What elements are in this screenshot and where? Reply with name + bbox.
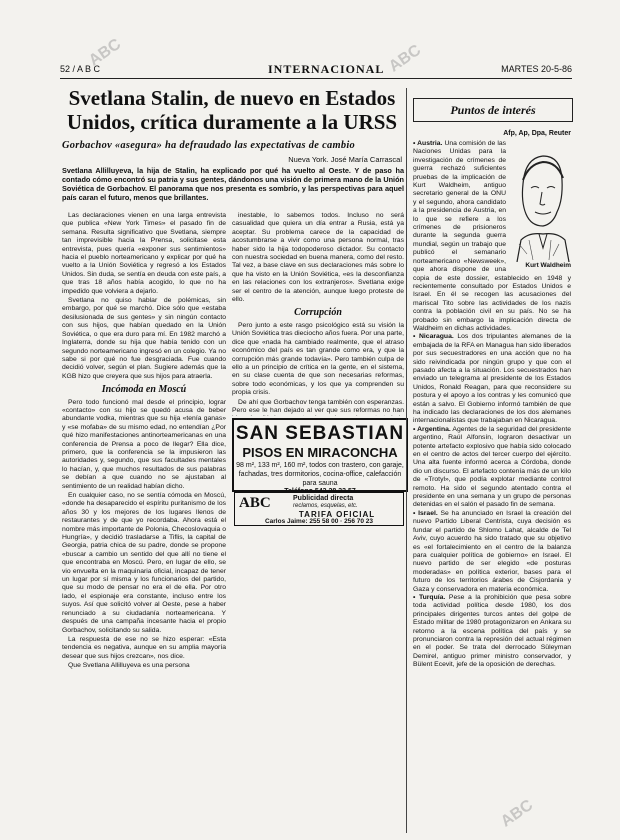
sidebar-text: Pese a la prohibición que pesa sobre toda actividad política desde 1980, los dos principales dirigentes turcos antes del golpe de Estado militar de 1980 protagonizaron en Ankara su retorno a la escena política del país y se pronunciaron contra la represión del actual régimen en el poder. Se trata del derrocado Süleyman Demirel, antiguo primer ministro conservador, y Bülent Ecevit, jefe de la oposición de derechas. [413,593,571,669]
sidebar-column [413,140,571,840]
sidebar-item [413,426,571,510]
paragraph: De ahí que Gorbachov tenga también con esperanzas. Pero ese le han dejado al ver que sus reformas no han [232,398,404,414]
column-divider [406,88,407,833]
watermark: ABC [497,796,537,831]
sidebar-text: Agentes de la seguridad del presidente argentino, Raúl Alfonsín, lograron desactivar un potente artefacto explosivo que había sido colocado en el centro de actos del tercer cuerpo del ejército. Una alta fuente informó acerca a Córdoba, donde dio un discurso. El artefacto contenía más de un kilo de «Trotyl», que podía explotar mediante control remoto. Ha sido el segundo atentado contra el presidente en una semana y un grupo de personas detenidas en el salón el pasado fin de semana. [413,425,571,509]
ad-title: SAN SEBASTIAN [235,423,405,444]
article-headline: Svetlana Stalin, de nuevo en Estados Unidos, crítica duramente a la URSS [66,86,398,134]
sidebar-item [413,510,571,594]
realestate-ad[interactable] [232,418,408,495]
article-column-1 [62,212,226,840]
paragraph: La respuesta de ese no se hizo esperar: «Esta tendencia es negativa, aunque en su amplia mayoría desear que sus hijos crezcan», nos dice. [62,635,226,660]
sidebar-agencies: Afp, Ap, Dpa, Reuter [503,130,571,137]
paragraph: Las declaraciones vienen en una larga entrevista que publica «New York Times» el pasado fin de semana. Resulta significativo que Svetlana, siempre tan imprevisible hacia la Prensa, solicitase esta entrevista, pues quería «exponer sus sentimientos» hacia el pueblo norteamericano y explicar por qué ha vuelto a la Unión Soviética y regresó a los Estados Unidos. Sin duda, se sentía en deuda con este país, a que tras 18 años había acogido, lo que no ha impedido que volviera a dejarlo. [62,212,226,295]
paragraph: Que Svetlana Allilluyeva es una persona [68,662,190,670]
ad-phone: Teléfono 543 28 33 57 [284,488,356,495]
sidebar-country: • Argentina. [413,425,451,433]
sidebar-text: Se ha anunciado en Israel la creación del nuevo Partido Liberal Centrista, cuya decisión es fundar el partido de Shlomo Lahat, alcalde de Tel Aviv, cuyo acuerdo ha sido tratado que su objetivo es «el fortalecimiento en el centro de la balanza para cualquier política de gobierno» en Israel. El nuevo partido de ser elegido «de posturas moderadas» en política exterior, bases para el futuro de los territorios árabes de Cisjordania y Gaza y conservadora en materia económica. [413,509,571,593]
watermark: ABC [85,35,125,70]
paragraph: Pero todo funcionó mal desde el principio, lograr «contacto» con su hijo se quedó acusa de beber abundante vodka, mientras que su hija «tenía ganas» y «se mofaba» de su mismo edad, no entendían ¿Por qué hizo manifestaciones antinorteamericanas en una conferencia de Prensa a poco de llegar? Ella dice, primero, que la conferencia se la impusieron las autoridades y, segundo, que sus facultades mentales lo hacían, y, que muchos resultados de sus palabras se debían a que cuando no se ajustaban al sentimiento de un realidad habían dicho. [62,398,226,490]
ad-line: reclamos, esquelas, etc. [293,503,358,509]
article-byline: Nueva York. José María Carrascal [288,155,402,164]
sidebar-country: • Nicaragua. [413,333,454,341]
sidebar-text: Los dos tripulantes alemanes de la embajada de la RFA en Managua han sido liberados por sus secuestradores en una acción que no ha sido reivindicada por ningún grupo y que con el pasado afecta a la situación. Los secuestrados han enviado un telegrama al presidente de los Estados Unidos, Ronald Reagan, para que reconsidere su postura y el apoyo a los contras y les comunicó que están a salvo. El Gobierno informó también de que ha indicado las declaraciones de los dos alemanes internacionalistas que trabajaban en Nicaragua. [413,333,571,425]
sidebar-country: • Turquía. [413,593,446,601]
ad-subtitle: PISOS EN MIRACONCHA [242,445,398,460]
subsection-heading: Corrupción [294,307,342,319]
sidebar-text: Una comisión de las Naciones Unidas para la investigación de crímenes de guerra rechazó suficientes pruebas de la implicación de Kurt Waldheim, antiguo secretario general de la ONU y el segundo, ahora candidato a la presidencia de Austria, en lo que se refiere a los crímenes de prisioneros durante la segunda guerra mundial, según un trabajo que publicó el semanario norteamericano «Newsweek», que ahora dispone de una copia de este dossier, establecido en 1948 y recientemente consultado por Estados Unidos e Israel. En él se recogen las acusaciones del mariscal Tito sobre las actividades de los nazis contra la población civil en su país. No se ha probado sin embargo la implicación directa de Waldheim en dichas actividades. [413,140,571,332]
ad-logo: ABC [239,495,271,511]
sidebar-country: • Israel. [413,509,438,517]
portrait-sketch-icon [509,144,571,262]
ad-line: Publicidad directa [293,495,354,502]
ad-line: TARIFA OFICIAL [298,510,376,519]
article-subhead: Gorbachov «asegura» ha defraudado las expectativas de cambio [62,140,356,151]
sidebar-country: • Austria. [413,140,443,147]
sidebar-item [413,333,571,425]
section-title: INTERNACIONAL [268,62,385,76]
header-rule [60,78,572,79]
watermark: ABC [385,41,425,76]
paragraph: inestable, lo sabemos todos. Incluso no será casualidad que quiera un día entrar a Rusia, está ya aceptar. Su problema carece de la capacidad de acostumbrarse a vivir como una persona normal, tras haber sido la hija todopoderoso dictador. Su contacto con nuestra sociedad en buena manera, como del resto. Tal vez, a base clave en sus declaraciones más sobre lo que ha visto en la Unión Soviética, «es la desconfianza en las relaciones con los extranjeros». Svetlana exige ser el centro de la atención, aunque luego proteste de ello. [232,212,404,304]
issue-date: MARTES 20-5-86 [501,64,572,74]
paragraph: En cualquier caso, no se sentía cómoda en Moscú, «donde ha desaparecido el espíritu puritanismo de los años 30 y los mejores de los lugares llenos de restaurantes y de que yo recordaba. Ahora está el nombre más importante de Polonia, Checoslovaquia o Hungría», y decidió trasladarse a Tiflis, la capital de Georgia, patria chica de su padre, donde se propone «buscar a cambio un sentido del que allí no tiene el que encontraba en Moscú. Pero, en lugar de ello, se vio envuelta en la maquinaria oficial, incapaz de tener un lugar por sí misma y los funcionarios del partido, que su modo de pensar no era el de ella. Por otro lado, el espionaje era constante, incluso entre los suyos. Así que solicitó volver al Oeste, pese a haber renunciado a su ciudadanía norteamericana. Y después de una campaña incesante hacia el propio Gorbachov, solicitando su salida. [62,492,226,634]
sidebar-item [413,594,571,670]
paragraph: Svetlana no quiso hablar de polémicas, sin embargo, por qué se marchó. Dice sólo que «estaba desilusionada de sus gentes» y sin ningún contacto con sus hijos, que habían quedado en la Unión Soviética, o que era duro para mí. En 1982 marchó a Inglaterra, donde su hija que había tenido con un segundo norteamericano ingresó en un colegio. Ya no sabe si por qué no fue desgraciada. Fue cuando decidió volver, según el plan. Sugiere además que la KGB hizo que creyera que sus hijos para atraerla. [62,297,226,380]
page-number: 52 / A B C [60,64,101,74]
article-column-2 [232,212,404,416]
ad-description: 98 m², 133 m², 160 m², todos con trastero, con garaje, fachadas, tres dormitorios, cocina-office, calefacción para sauna [236,462,404,487]
article-lead: Svetlana Allilluyeva, la hija de Stalin, ha explicado por qué ha vuelto al Oeste. Y de paso ha contado cómo encontró su patria y sus gentes, dándonos una visión de primera mano de la Unión Soviética de Gorbachov. El panorama que nos presenta es sombrío, y las perspectivas para aquel país caran el futuro, menos que brillantes. [62,166,404,202]
ad-line: Carlos Jaime: 255 58 00 · 256 70 23 [264,518,374,525]
subsection-heading: Incómoda en Moscú [101,384,187,396]
sidebar-title: Puntos de interés [413,98,573,122]
advertising-ad[interactable] [234,492,404,526]
waldheim-portrait [509,144,571,272]
page-header [60,62,572,76]
photo-caption: Kurt Waldheim [525,262,571,269]
paragraph: Pero junto a este rasgo psicológico está su visión la Unión Soviética tras dieciocho años fuera. Por una parte, dice que «nada ha cambiado realmente, que el atraso económico del país es tan grande como era, y que la corrupción más grande todavía». Pero también culpa de ello a un principio de crítica en la gente, en el sistema, en su clase cuenta de que son necesarias reformas, sobre todo económicas, y los que ya comprenden su propia crisis. [232,321,404,397]
